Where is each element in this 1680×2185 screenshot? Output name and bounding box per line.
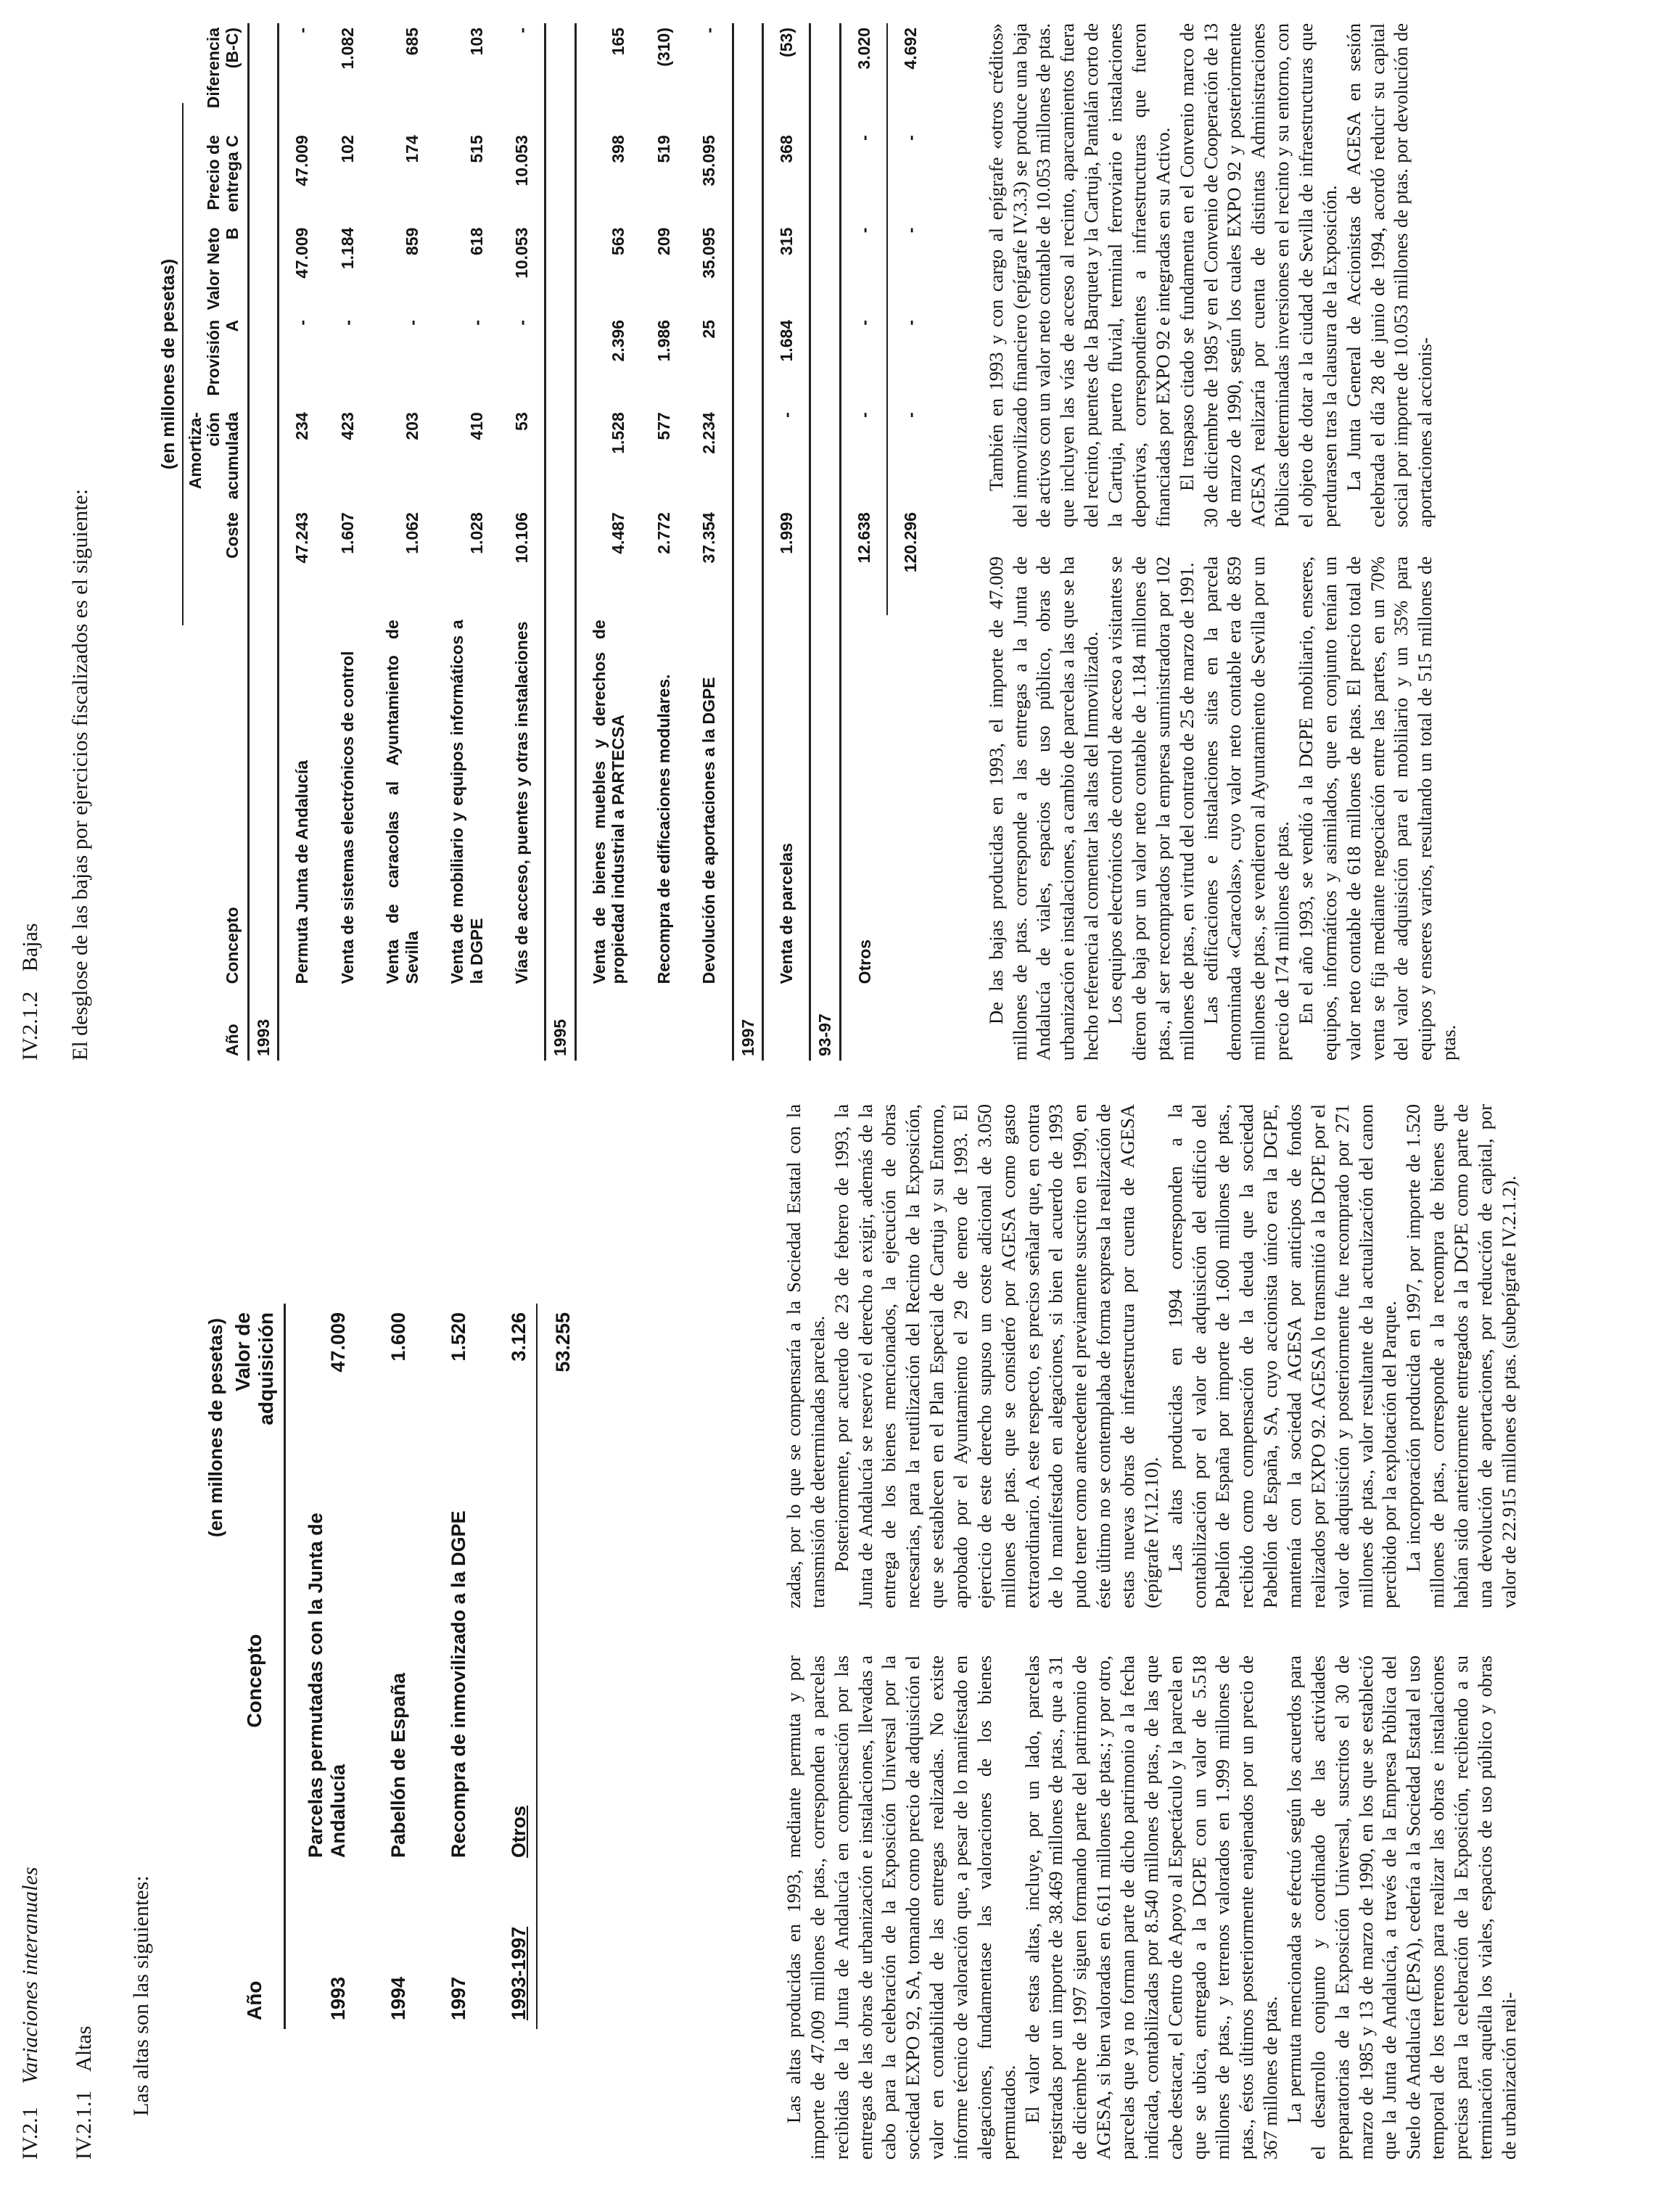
bajas-header-amort: Amortiza-ción acumulada	[184, 408, 248, 508]
bajas-total-prov: -	[887, 316, 933, 408]
subsection-heading-bajas	[18, 23, 43, 1061]
paragraph: La permuta mencionada se efectuó según los acuerdos para el desarrollo conjunto y coordinado de las actividades preparatorias de la Exposición Universal, suscritos el 30 de marzo de 1985 y 13 de marzo de 1990, en los que se estableció que la Junta de Andalucía, a través de la Empresa Pública del Suelo de Andalucía (EPSA), cedería a la Sociedad Estatal el uso temporal de los terrenos para realizar las obras e instalaciones precisas para la celebración de la Exposición, recibiendo a su terminación aquélla los viales, espacios de uso público y obras de urbanización reali-	[1283, 1655, 1520, 2160]
table-row	[840, 23, 887, 1061]
bajas-units: (en millones de pesetas)	[158, 103, 184, 625]
bajas-amort: 1.528	[609, 412, 628, 454]
paragraph: La Junta General de Accionistas de AGESA en sesión celebrada el día 28 de junio de 1994, acordó reducir su capital social por importe de 10.053 millones de ptas. por devolución de aportaciones al accionis-	[1342, 23, 1436, 527]
altas-year: 1993-1997	[489, 1867, 537, 2029]
bajas-concept: Otros	[855, 939, 874, 984]
table-row	[435, 23, 499, 1061]
bajas-neto: 47.009	[292, 227, 312, 279]
bajas-cost: 47.243	[292, 512, 312, 564]
altas-concept: Recompra de inmovilizado a la DGPE	[448, 1510, 469, 1858]
bajas-prov: -	[402, 319, 421, 326]
bajas-amort: 2.234	[699, 412, 719, 454]
paragraph: En el año 1993, se vendió a la DGPE mobiliario, enseres, equipos, informáticos y asimilados, que en conjunto tenían un valor neto contable de 618 millones de ptas. El precio total de venta se fija mediante negociación entre las partes, en un 70% del valor de adquisición para el mobiliario y un 35% para equipos y enseres varios, resultando un total de 515 millones de ptas.	[1294, 556, 1460, 1061]
year-row	[545, 23, 575, 1061]
bajas-neto: 35.095	[699, 227, 719, 279]
altas-header-value: Valor de adquisición	[227, 1304, 285, 1495]
bajas-dif: (53)	[777, 28, 796, 57]
bajas-prov: 2.396	[609, 319, 628, 362]
bajas-precio: 398	[609, 135, 628, 163]
bajas-year: 1993	[248, 998, 278, 1061]
paragraph: El traspaso citado se fundamenta en el Convenio marco de 30 de diciembre de 1985 y en el Convenio de Cooperación de 13 de marzo de 1990, según los cuales EXPO 92 y posteriormente AGESA realizaría por cuenta de distintas Administraciones Públicas determinadas inversiones en el recinto y su entorno, con el objeto de dotar a la ciudad de Sevilla de infraestructuras que perdurasen tras la clausura de la Exposición.	[1175, 23, 1341, 527]
altas-table-block	[205, 1304, 593, 2029]
bajas-prov: -	[337, 319, 357, 326]
bajas-header-year: Año	[184, 998, 248, 1061]
bajas-amort: 410	[466, 412, 486, 440]
bajas-total-dif: 4.692	[887, 23, 933, 131]
bajas-neto: 1.184	[337, 227, 357, 270]
bajas-dif: -	[699, 28, 719, 33]
subsection-title: Bajas	[18, 923, 42, 972]
bajas-concept: Devolución de aportaciones a la DGPE	[686, 615, 733, 998]
paragraph: Posteriormente, por acuerdo de 23 de febrero de 1993, la Junta de Andalucía se reservó el derecho a exigir, además de la entrega de los bienes mencionados, la ejecución de obras necesarias, para la reutilización del Recinto de la Exposición, que se establecen en el Plan Especial de Cartuja y su Entorno, aprobado por el Ayuntamiento el 29 de enero de 1993. El ejercicio de este derecho supuso un coste adicional de 3.050 millones de ptas. que se consideró por AGESA como gasto extraordinario. A este respecto, es preciso señalar que, en contra de lo manifestado en alegaciones, si bien el acuerdo de 1993 pudo tener como antecedente el previamente suscrito en 1990, en éste último no se contemplaba de forma expresa la realización de estas nuevas obras de infraestructura por cuenta de AGESA (epígrafe IV.12.10).	[830, 1104, 1162, 1608]
bajas-dif: -	[511, 28, 531, 33]
bajas-dif: 1.082	[337, 28, 357, 70]
bajas-concept: Venta de bienes muebles y derechos de propiedad industrial a PARTECSA	[589, 620, 628, 984]
altas-value: 47.009	[327, 1312, 349, 1373]
table-row	[763, 23, 810, 1061]
bajas-prov: -	[466, 319, 486, 326]
bajas-precio: 519	[654, 135, 673, 163]
altas-concept: Pabellón de España	[387, 1672, 409, 1858]
bajas-table	[184, 23, 934, 1061]
year-row	[248, 23, 278, 1061]
bajas-cost: 1.999	[777, 512, 796, 554]
altas-value: 1.600	[387, 1312, 409, 1362]
bajas-dif: 165	[609, 28, 628, 56]
paragraph: Las altas producidas en 1993, mediante permuta y por importe de 47.009 millones de ptas., corresponden a parcelas recibidas de la Junta de Andalucía en compensación por las entregas de las obras de urbanización e instalaciones, llevadas a cabo para la celebración de la Exposición Universal por la sociedad EXPO 92, SA, tomando como precio de adquisición el valor en contabilidad de las entregas realizadas. No existe informe técnico de valoración que, a pesar de lo manifestado en alegaciones, fundamentase las valoraciones de los bienes permutados.	[783, 1655, 1019, 2160]
bajas-prov: 1.684	[777, 319, 796, 362]
bajas-amort: 234	[292, 412, 312, 440]
bajas-amort: 577	[654, 412, 673, 440]
section-heading	[18, 1104, 43, 2160]
section-number: IV.2.1	[18, 2107, 42, 2160]
bajas-table-block	[158, 23, 934, 1061]
bajas-dif: 685	[402, 28, 421, 56]
bajas-header-precio: Precio de entrega C	[184, 131, 248, 223]
bajas-precio: 515	[466, 135, 486, 163]
bajas-prov: 25	[699, 319, 719, 339]
bajas-precio: 10.053	[511, 135, 531, 186]
subsection-heading-altas	[72, 1104, 96, 2160]
paragraph: Las edificaciones e instalaciones sitas en la parcela denominada «Caracolas», cuyo valor neto contable era de 859 millones de ptas., se vendieron al Ayuntamiento de Sevilla por un precio de 174 millones de ptas.	[1199, 556, 1293, 1061]
text-column-4	[984, 23, 1461, 527]
bajas-total-precio: -	[887, 131, 933, 223]
year-row	[810, 23, 840, 1061]
altas-concept: Otros	[489, 1495, 537, 1867]
bajas-neto: 209	[654, 227, 673, 255]
text-column-2	[782, 1104, 1521, 1608]
bajas-prov: -	[292, 319, 312, 326]
bajas-total-row	[887, 23, 933, 1061]
paragraph: El valor de estas altas, incluye, por un lado, parcelas registradas por un importe de 38.469 millones de ptas., que a 31 de diciembre de 1997 siguen formando parte del patrimonio de AGESA, si bien valoradas en 6.611 millones de ptas.; y por otro, parcelas que ya no forman parte de dicho patrimonio a la fecha indicada, contabilizadas por 8.540 millones de ptas., de las que cabe destacar, el Centro de Apoyo al Espectáculo y la parcela en que se ubica, entregado a la DGPE con un valor de 5.518 millones de ptas., y terrenos valorados en 1.999 millones de ptas., éstos últimos posteriormente enajenados por un precio de 367 millones de ptas.	[1021, 1655, 1282, 2160]
bajas-total-cost: 120.296	[887, 508, 933, 615]
text-column-1	[782, 1655, 1521, 2160]
bajas-dif: -	[292, 28, 312, 33]
paragraph: zadas, por lo que se compensaría a la Sociedad Estatal con la transmisión de determinadas parcelas.	[783, 1104, 828, 1608]
bajas-amort: -	[854, 412, 873, 418]
subsection-number: IV.2.1.1	[72, 2090, 96, 2160]
paragraph: De las bajas producidas en 1993, el importe de 47.009 millones de ptas. corresponde a las entregas a la Junta de Andalucía de viales, espacios de uso público, obras de urbanización e instalaciones, a cambio de parcelas a las que se ha hecho referencia al comentar las altas del Inmovilizado.	[984, 556, 1103, 1061]
bajas-precio: 174	[402, 135, 421, 163]
table-row	[489, 1304, 537, 2029]
altas-header-concept: Concepto	[227, 1495, 285, 1867]
bajas-amort: 423	[337, 412, 357, 440]
subsection-number: IV.2.1.2	[18, 991, 42, 1061]
bajas-cost: 1.607	[337, 512, 357, 554]
bajas-concept: Venta de sistemas electrónicos de control	[337, 651, 357, 984]
bajas-cost: 1.028	[466, 512, 486, 554]
bajas-neto: 618	[466, 227, 486, 255]
paragraph: Las altas producidas en 1994 corresponden a la contabilización por el valor de adquisición del edificio del Pabellón de España por importe de 1.600 millones de ptas., recibido como compensación de la deuda que la sociedad Pabellón de España, SA, cuyo accionista único era la DGPE, mantenía con la sociedad AGESA por anticipos de fondos realizados por EXPO 92. AGESA lo transmitió a la DGPE por el valor de adquisición y posteriormente fue recomprado por 271 millones de ptas., valor resultante de la actualización del canon percibido por la explotación del Parque.	[1164, 1104, 1401, 1608]
altas-year: 1994	[387, 1976, 409, 2020]
bajas-header-prov: Provisión A	[184, 316, 248, 408]
bajas-amort: -	[777, 412, 796, 418]
altas-intro: Las altas son las siguientes:	[129, 1875, 153, 2116]
altas-year: 1993	[327, 1976, 349, 2020]
bajas-dif: 3.020	[854, 28, 873, 70]
bajas-neto: -	[854, 227, 873, 234]
altas-concept: Parcelas permutadas con la Junta de Andalucía	[305, 1513, 349, 1858]
bajas-concept: Venta de caracolas al Ayuntamiento de Sevilla	[383, 620, 421, 984]
bajas-precio: 102	[337, 135, 357, 163]
bajas-neto: 10.053	[511, 227, 531, 279]
altas-total-value: 53.255	[552, 1312, 574, 1373]
bajas-concept: Venta de mobiliario y equipos informáticos a la DGPE	[448, 620, 486, 984]
text-column-3	[984, 556, 1461, 1061]
left-page	[0, 1093, 1680, 2185]
bajas-neto: 315	[777, 227, 796, 255]
subsection-title: Altas	[72, 2025, 96, 2072]
table-row	[641, 23, 686, 1061]
table-row	[429, 1304, 489, 2029]
table-row	[279, 23, 325, 1061]
bajas-precio: -	[854, 135, 873, 141]
bajas-neto: 563	[609, 227, 628, 255]
bajas-total-amort: -	[887, 408, 933, 508]
bajas-year: 1995	[545, 998, 575, 1061]
bajas-cost: 1.062	[402, 512, 421, 554]
bajas-cost: 2.772	[654, 512, 673, 554]
altas-value: 1.520	[448, 1312, 469, 1362]
table-row	[370, 23, 435, 1061]
table-row	[325, 23, 370, 1061]
altas-table	[227, 1304, 593, 2029]
right-text-columns	[984, 23, 1461, 1061]
bajas-precio: 35.095	[699, 135, 719, 186]
table-row	[368, 1304, 429, 2029]
bajas-dif: (310)	[654, 28, 673, 67]
table-row	[499, 23, 545, 1061]
bajas-cost: 10.106	[511, 512, 531, 564]
bajas-concept: Permuta Junta de Andalucía	[292, 760, 312, 984]
bajas-cost: 4.487	[609, 512, 628, 554]
bajas-intro: El desglose de las bajas por ejercicios fiscalizados es el siguiente:	[68, 488, 92, 1061]
bajas-header-cost: Coste	[184, 508, 248, 615]
paragraph: Los equipos electrónicos de control de acceso a visitantes se dieron de baja por un valor neto contable de 1.184 millones de ptas., al ser recomprados por la empresa suministradora por 102 millones de ptas., en virtud del contrato de 25 de marzo de 1991.	[1104, 556, 1198, 1061]
bajas-neto: 859	[402, 227, 421, 255]
bajas-concept: Venta de parcelas	[777, 843, 796, 984]
bajas-header-neto: Valor Neto B	[184, 223, 248, 316]
altas-total-row	[537, 1304, 593, 2029]
altas-value: 3.126	[489, 1304, 537, 1495]
bajas-prov: 1.986	[654, 319, 673, 362]
left-text-columns	[782, 1104, 1521, 2160]
paragraph: También en 1993 y con cargo al epígrafe «otros créditos» del inmovilizado financiero (epígrafe IV.3.3) se produce una baja de activos con un valor neto contable de 10.053 millones de ptas. que incluyen las vías de acceso al recinto, aparcamientos fuera del recinto, puentes de la Barqueta y la Cartuja, Pantalán corto de la Cartuja, puerto fluvial, terminal ferroviario e instalaciones deportivas, correspondientes a infraestructuras que fueron financiadas por EXPO 92 e integradas en su Activo.	[984, 23, 1174, 527]
bajas-header-concept: Concepto	[184, 615, 248, 998]
bajas-concept: Vías de acceso, puentes y otras instalaciones	[511, 621, 531, 984]
altas-year: 1997	[448, 1976, 469, 2020]
bajas-total-neto: -	[887, 223, 933, 316]
bajas-cost: 37.354	[699, 512, 719, 564]
bajas-year: 1997	[733, 998, 762, 1061]
bajas-year: 93-97	[810, 998, 840, 1061]
bajas-dif: 103	[466, 28, 486, 56]
bajas-amort: 53	[511, 412, 531, 431]
section-title: Variaciones interanuales	[18, 1867, 42, 2084]
bajas-concept: Recompra de edificaciones modulares.	[654, 674, 673, 984]
bajas-prov: -	[511, 319, 531, 326]
year-row	[733, 23, 762, 1061]
bajas-header-row	[184, 23, 248, 1061]
altas-units: (en millones de pesetas)	[205, 1318, 226, 1537]
bajas-prov: -	[854, 319, 873, 326]
bajas-precio: 368	[777, 135, 796, 163]
table-row	[285, 1304, 369, 2029]
bajas-amort: 203	[402, 412, 421, 440]
table-row	[686, 23, 733, 1061]
bajas-precio: 47.009	[292, 135, 312, 186]
table-row	[575, 23, 641, 1061]
bajas-cost: 12.638	[854, 512, 873, 564]
altas-header-year: Año	[227, 1867, 285, 2029]
bajas-header-dif: Diferencia (B-C)	[184, 23, 248, 131]
altas-header-row	[227, 1304, 285, 2029]
paragraph: La incorporación producida en 1997, por importe de 1.520 millones de ptas., corresponde a la recompra de bienes que habían sido anteriormente entregados a la DGPE como parte de una devolución de aportaciones, por reducción de capital, por valor de 22.915 millones de ptas. (subepígrafe IV.2.1.2).	[1402, 1104, 1520, 1608]
